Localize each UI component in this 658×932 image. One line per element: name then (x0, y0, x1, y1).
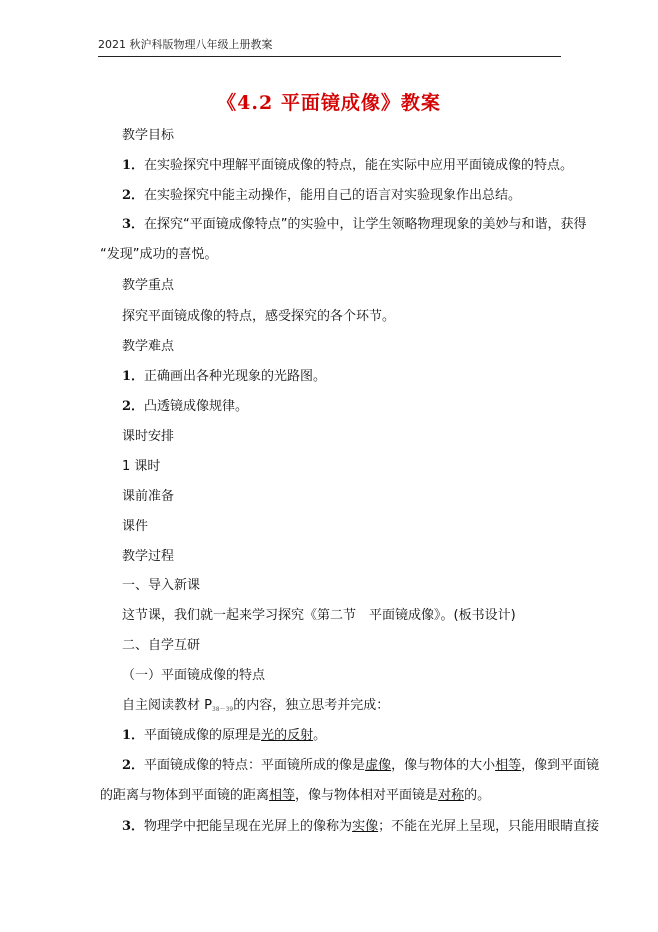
text: 平面镜成像的原理是 (144, 728, 262, 743)
paragraph: 1 课时 (122, 459, 161, 474)
text: 的。 (464, 788, 491, 803)
item-number: 1． (122, 158, 145, 173)
paragraph (122, 217, 592, 233)
text: 正确画出各种光现象的光路图。 (144, 369, 327, 384)
text: 凸透镜成像规律。 (144, 399, 249, 414)
section-heading-key-points: 教学重点 (122, 278, 175, 293)
answer-blank: 光的反射 (261, 728, 314, 743)
paragraph-continuation: “发现”成功的喜悦。 (100, 247, 218, 262)
answer-blank: 实像 (352, 819, 379, 834)
text: 的内容，独立思考并完成： (233, 698, 390, 713)
section-heading-objectives: 教学目标 (122, 128, 175, 143)
item-number: 1． (122, 728, 145, 743)
section-heading-preparation: 课前准备 (122, 489, 175, 504)
text: ，像到平面镜 (521, 758, 600, 773)
text: ，像与物体相对平面镜是 (295, 788, 439, 803)
item-number: 3． (122, 819, 145, 834)
paragraph (122, 819, 600, 835)
paragraph (122, 698, 592, 718)
answer-blank: 对称 (438, 788, 465, 803)
page-range: 38～39 (211, 706, 234, 713)
paragraph (122, 758, 600, 774)
document-title: 《4.2 平面镜成像》教案 (217, 92, 441, 114)
paragraph: 探究平面镜成像的特点，感受探究的各个环节。 (122, 309, 396, 324)
text: 。 (313, 728, 327, 743)
paragraph: 这节课，我们就一起来学习探究《第二节 平面镜成像》。(板书设计) (122, 608, 516, 623)
section-heading-process: 教学过程 (122, 549, 175, 564)
text: ；不能在光屏上呈现，只能用眼睛直接 (378, 819, 600, 834)
answer-blank: 相等 (269, 788, 296, 803)
item-number: 2． (122, 399, 145, 414)
text: 平面镜成像的特点：平面镜所成的像是 (144, 758, 366, 773)
text: 在实验探究中理解平面镜成像的特点，能在实际中应用平面镜成像的特点。 (144, 158, 574, 173)
text: 在探究“平面镜成像特点”的实验中，让学生领略物理现象的美妙与和谐，获得 (144, 217, 587, 232)
answer-blank: 相等 (495, 758, 522, 773)
answer-blank: 虚像 (365, 758, 392, 773)
text: ，像与物体的大小 (391, 758, 496, 773)
item-number: 2． (122, 188, 145, 203)
paragraph (122, 188, 592, 204)
section-heading-difficulties: 教学难点 (122, 339, 175, 354)
paragraph (122, 158, 592, 174)
paragraph (122, 369, 592, 385)
text: 物理学中把能呈现在光屏上的像称为 (144, 819, 353, 834)
item-number: 1． (122, 369, 145, 384)
text: 在实验探究中能主动操作，能用自己的语言对实验现象作出总结。 (144, 188, 522, 203)
page-header: 2021 秋沪科版物理八年级上册教案 (98, 38, 273, 51)
text: 的距离与物体到平面镜的距离 (100, 788, 270, 803)
item-number: 3． (122, 217, 145, 232)
paragraph: 课件 (122, 519, 149, 534)
paragraph (122, 728, 592, 744)
paragraph (122, 399, 592, 415)
paragraph-continuation (100, 788, 570, 804)
header-divider (98, 56, 561, 57)
text: 自主阅读教材 P (122, 698, 212, 713)
subsection-heading: 一、导入新课 (122, 578, 201, 593)
subsection-heading: 二、自学互研 (122, 638, 201, 653)
section-heading-schedule: 课时安排 (122, 429, 175, 444)
subsection-heading: （一）平面镜成像的特点 (122, 668, 266, 683)
item-number: 2． (122, 758, 145, 773)
